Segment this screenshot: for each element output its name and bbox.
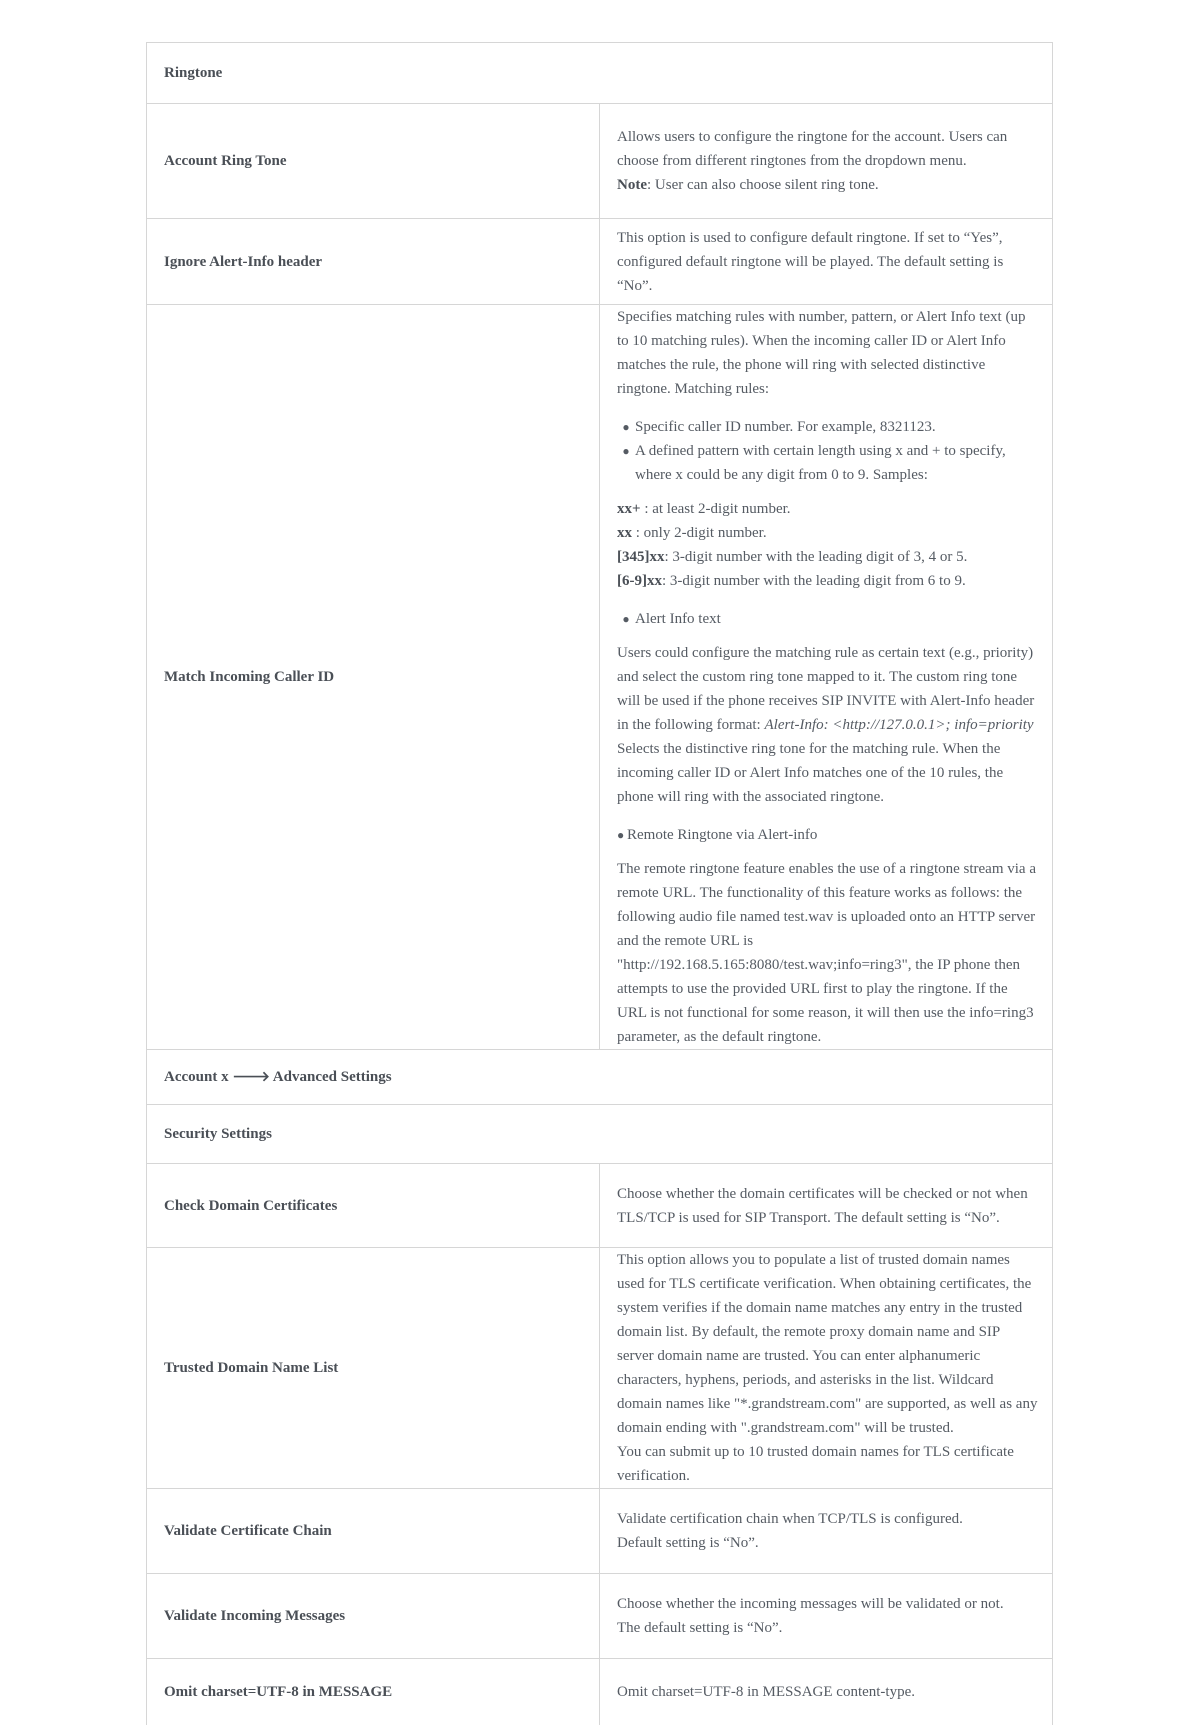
desc-trusted-domain-list: This option allows you to populate a list of trusted domain names used for TLS certificate verification. When obtaining certificates, the system verifies if the domain name matches any entry in the trusted domain list. By default, the remote proxy domain name and SIP server domain name are trusted. You can enter alphanumeric characters, hyphens, periods, and asterisks in the list. Wildcard domain names like "*.grandstream.com" are supported, as well as any domain ending with ".grandstream.com" will be trusted. You can submit up to 10 trusted domain names for TLS certificate verification. bbox=[600, 1248, 1053, 1489]
sample-line: [6-9]xx: 3-digit number with the leading digit from 6 to 9. bbox=[617, 573, 966, 589]
label-match-caller-id: Match Incoming Caller ID bbox=[147, 305, 600, 1050]
desc-omit-charset: Omit charset=UTF-8 in MESSAGE content-type. bbox=[600, 1659, 1053, 1725]
section-row-ringtone bbox=[147, 43, 1053, 104]
note-line bbox=[617, 173, 1038, 197]
sample-line: xx+ : at least 2-digit number. bbox=[617, 501, 791, 517]
label-validate-incoming: Validate Incoming Messages bbox=[147, 1574, 600, 1659]
table-row bbox=[147, 1248, 1053, 1489]
desc-check-domain-certs: Choose whether the domain certificates will be checked or not when TLS/TCP is used for SIP Transport. The default setting is “No”. bbox=[600, 1164, 1053, 1248]
desc-ignore-alert-info: This option is used to configure default ringtone. If set to “Yes”, configured default ringtone will be played. The default setting is “No”. bbox=[600, 219, 1053, 305]
list-item: ● A defined pattern with certain length using x and + to specify, where x could be any digit from 0 to 9. Samples: bbox=[617, 439, 1038, 487]
label-validate-cert-chain: Validate Certificate Chain bbox=[147, 1489, 600, 1574]
remote-ringtone-paragraph: The remote ringtone feature enables the use of a ringtone stream via a remote URL. The functionality of this feature works as follows: the following audio file named test.wav is uploaded onto an HTTP server and the remote URL is "http://192.168.5.165:8080/test.wav;info=ring3", the IP phone then attempts to use the provided URL first to play the ringtone. If the URL is not functional for some reason, it will then use the info=ring3 parameter, as the default ringtone. bbox=[617, 861, 1036, 1045]
bullet-icon: ● bbox=[622, 612, 630, 626]
section-row-advanced bbox=[147, 1050, 1053, 1105]
alert-info-paragraph-2: Selects the distinctive ring tone for the matching rule. When the incoming caller ID or Alert Info matches one of the 10 rules, the phone will ring with the associated ringtone. bbox=[617, 741, 1004, 805]
sample-line: [345]xx: 3-digit number with the leading digit of 3, 4 or 5. bbox=[617, 549, 968, 565]
desc-text: Allows users to configure the ringtone for the account. Users can choose from different ringtones from the dropdown menu. bbox=[617, 129, 1008, 169]
bullet-icon: ● bbox=[622, 444, 630, 458]
bullet-icon: ● bbox=[622, 420, 630, 434]
list-item: ● Remote Ringtone via Alert-info bbox=[617, 823, 1038, 847]
desc-validate-cert-chain: Validate certification chain when TCP/TLS is configured. Default setting is “No”. bbox=[600, 1489, 1053, 1574]
table-row bbox=[147, 219, 1053, 305]
bullet-icon: ● bbox=[617, 828, 625, 842]
table-row bbox=[147, 1659, 1053, 1725]
sample-line: xx : only 2-digit number. bbox=[617, 525, 767, 541]
table-row bbox=[147, 1574, 1053, 1659]
alert-info-paragraph: Users could configure the matching rule as certain text (e.g., priority) and select the custom ring tone mapped to it. The custom ring tone will be used if the phone receives SIP INVITE with Alert-Info header in the following format: Alert-Info: <http://127.0.0.1>; info=priority bbox=[617, 645, 1035, 733]
table-row bbox=[147, 1489, 1053, 1574]
alert-info-format: Alert-Info: <http://127.0.0.1>; info=priority bbox=[764, 717, 1034, 733]
label-ignore-alert-info: Ignore Alert-Info header bbox=[147, 219, 600, 305]
note-text: : User can also choose silent ring tone. bbox=[647, 177, 879, 193]
section-title-advanced: Account x 🡒 Advanced Settings bbox=[147, 1050, 1053, 1105]
settings-table bbox=[146, 42, 1053, 1725]
desc-match-caller-id bbox=[600, 305, 1053, 1050]
desc-account-ring-tone bbox=[600, 104, 1053, 219]
table-row bbox=[147, 305, 1053, 1050]
list-item: ● Alert Info text bbox=[617, 607, 1038, 631]
label-trusted-domain-list: Trusted Domain Name List bbox=[147, 1248, 600, 1489]
arrow-right-icon: 🡒 bbox=[232, 1069, 270, 1085]
label-omit-charset: Omit charset=UTF-8 in MESSAGE bbox=[147, 1659, 600, 1725]
section-title-security: Security Settings bbox=[147, 1105, 1053, 1164]
table-row bbox=[147, 104, 1053, 219]
list-item: ● Specific caller ID number. For example, 8321123. bbox=[617, 415, 1038, 439]
desc-validate-incoming: Choose whether the incoming messages will be validated or not. The default setting is “No”. bbox=[600, 1574, 1053, 1659]
section-row-security bbox=[147, 1105, 1053, 1164]
intro-paragraph: Specifies matching rules with number, pattern, or Alert Info text (up to 10 matching rules). When the incoming caller ID or Alert Info matches the rule, the phone will ring with selected distinctive ringtone. Matching rules: bbox=[617, 309, 1026, 397]
table-row bbox=[147, 1164, 1053, 1248]
section-title-ringtone: Ringtone bbox=[147, 43, 1053, 104]
note-label: Note bbox=[617, 177, 647, 193]
label-check-domain-certs: Check Domain Certificates bbox=[147, 1164, 600, 1248]
label-account-ring-tone: Account Ring Tone bbox=[147, 104, 600, 219]
